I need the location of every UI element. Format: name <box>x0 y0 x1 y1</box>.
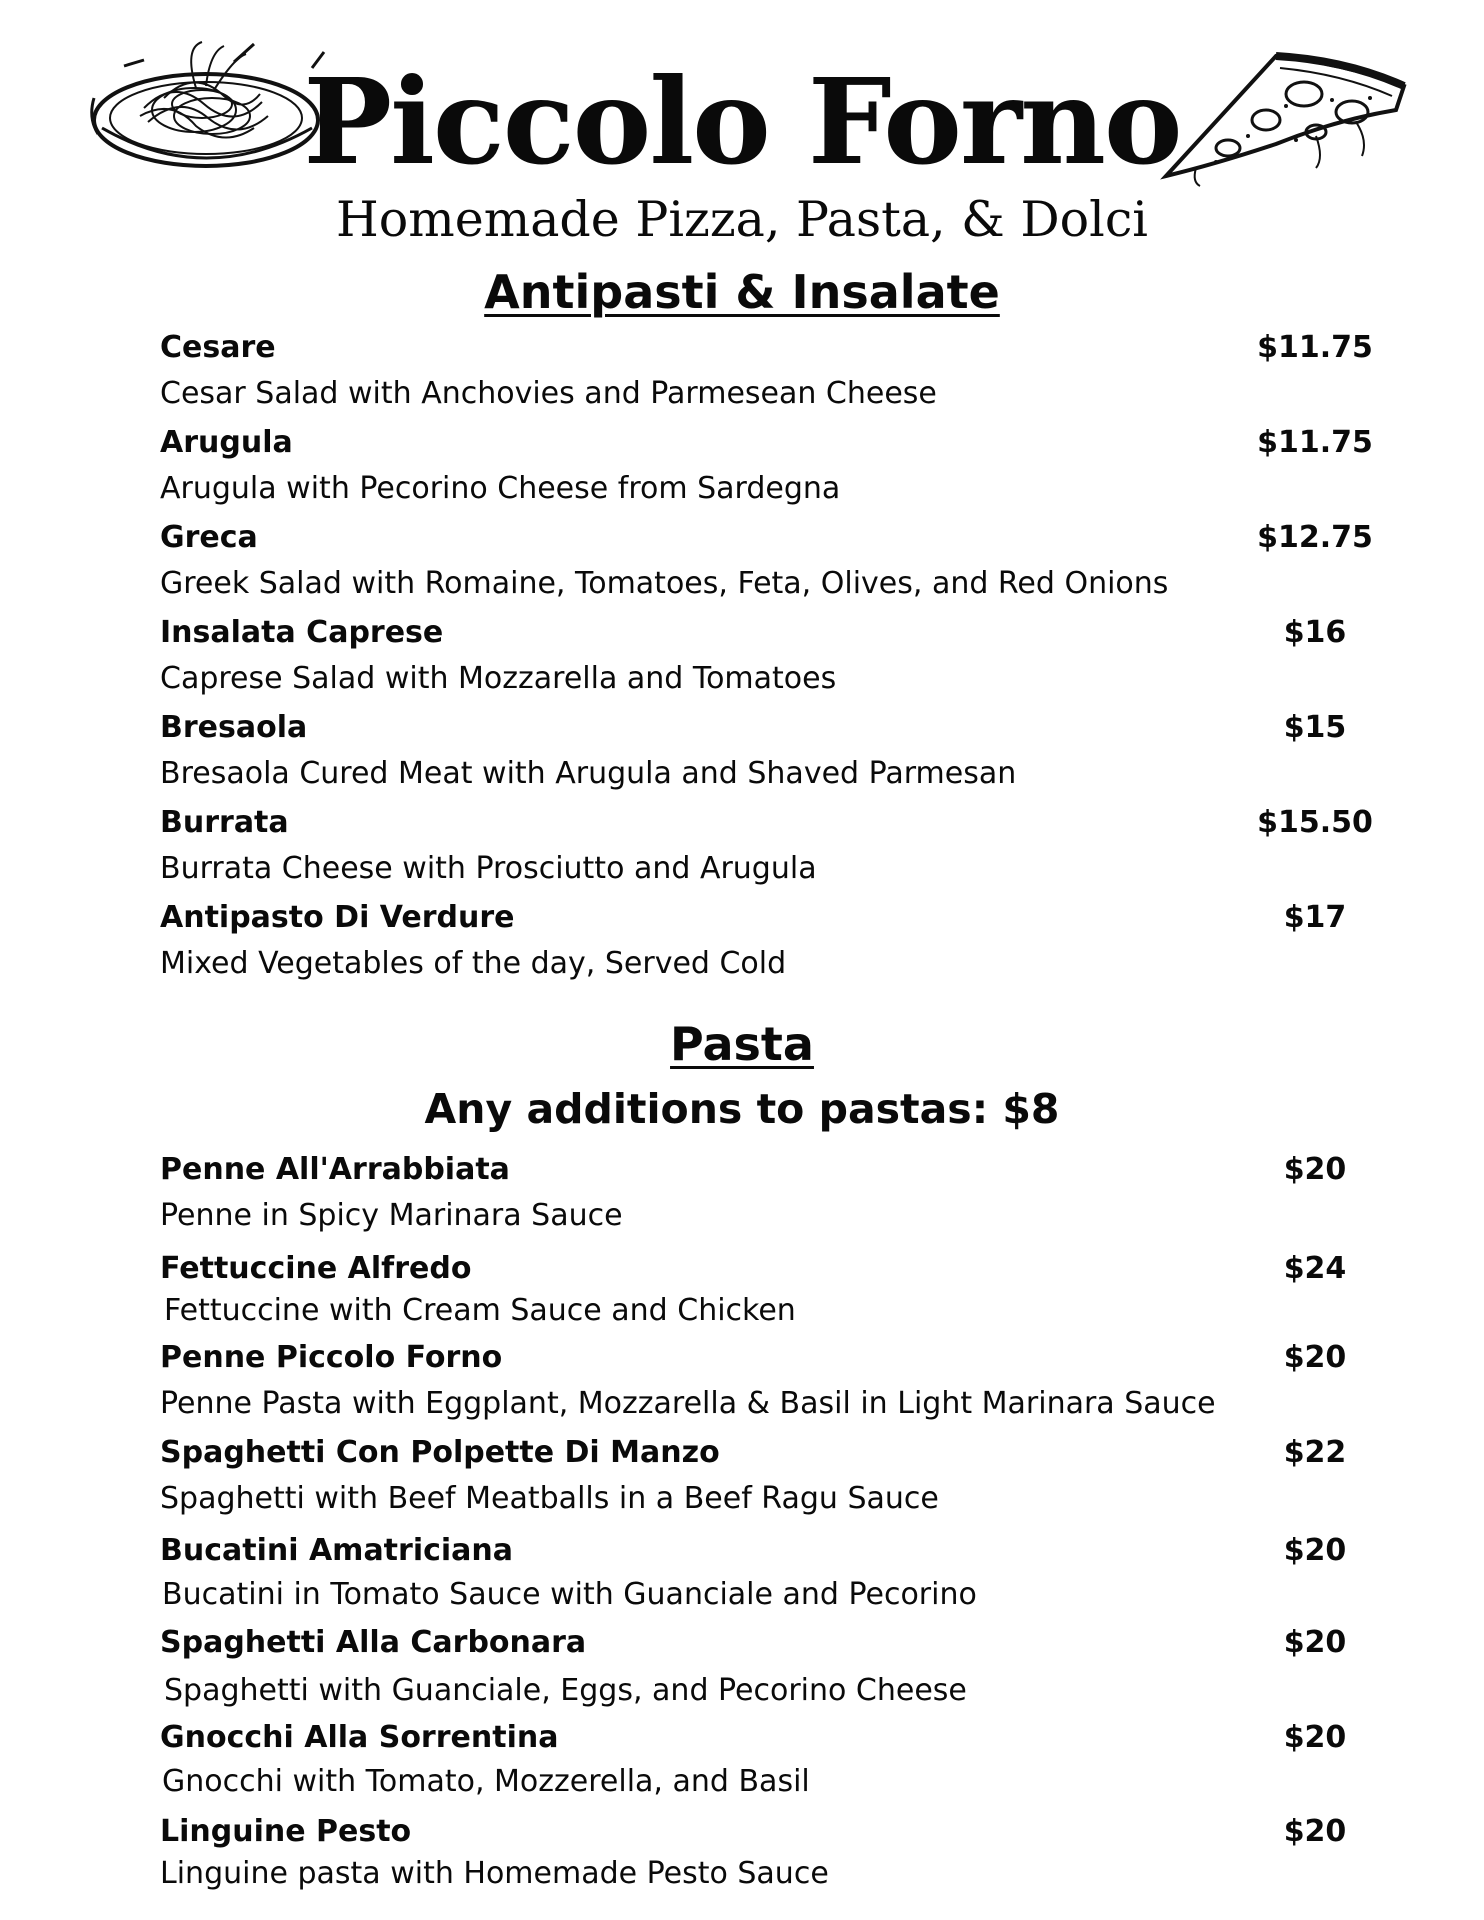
item-description: Spaghetti with Beef Meatballs in a Beef Ragu Sauce <box>160 1481 939 1516</box>
item-price: $15.50 <box>1257 805 1373 840</box>
item-price: $20 <box>1283 1720 1347 1755</box>
item-price: $20 <box>1283 1152 1347 1187</box>
item-description: Greek Salad with Romaine, Tomatoes, Feta, Olives, and Red Onions <box>160 566 1169 601</box>
item-price: $20 <box>1283 1533 1347 1568</box>
pasta-additions-note: Any additions to pastas: $8 <box>424 1085 1060 1133</box>
item-description: Bresaola Cured Meat with Arugula and Shaved Parmesan <box>160 756 1017 791</box>
item-name: Bresaola <box>160 710 308 745</box>
item-price: $17 <box>1283 900 1347 935</box>
item-name: Arugula <box>160 425 293 460</box>
item-name: Gnocchi Alla Sorrentina <box>160 1720 559 1755</box>
item-name: Linguine Pesto <box>160 1814 412 1849</box>
item-name: Penne Piccolo Forno <box>160 1340 503 1375</box>
antipasti-heading: Antipasti & Insalate <box>484 265 1000 319</box>
item-name: Cesare <box>160 330 276 365</box>
item-name: Burrata <box>160 805 289 840</box>
item-description: Fettuccine with Cream Sauce and Chicken <box>164 1293 796 1328</box>
item-description: Gnocchi with Tomato, Mozzerella, and Basil <box>162 1764 810 1799</box>
item-description: Burrata Cheese with Prosciutto and Arugula <box>160 851 817 886</box>
item-description: Linguine pasta with Homemade Pesto Sauce <box>160 1856 829 1891</box>
item-price: $22 <box>1283 1435 1347 1470</box>
item-name: Fettuccine Alfredo <box>160 1251 472 1286</box>
item-price: $11.75 <box>1257 425 1373 460</box>
item-price: $16 <box>1283 615 1347 650</box>
restaurant-title: Piccolo Forno <box>303 52 1181 191</box>
item-description: Penne in Spicy Marinara Sauce <box>160 1198 623 1233</box>
item-price: $15 <box>1283 710 1347 745</box>
item-name: Greca <box>160 520 258 555</box>
item-price: $24 <box>1283 1251 1347 1286</box>
item-name: Spaghetti Con Polpette Di Manzo <box>160 1435 720 1470</box>
item-price: $20 <box>1283 1340 1347 1375</box>
item-description: Spaghetti with Guanciale, Eggs, and Pecorino Cheese <box>164 1673 967 1708</box>
item-description: Penne Pasta with Eggplant, Mozzarella & Basil in Light Marinara Sauce <box>160 1386 1216 1421</box>
restaurant-subtitle: Homemade Pizza, Pasta, & Dolci <box>336 191 1148 248</box>
item-name: Bucatini Amatriciana <box>160 1533 514 1568</box>
item-description: Mixed Vegetables of the day, Served Cold <box>160 946 787 981</box>
item-price: $11.75 <box>1257 330 1373 365</box>
item-description: Arugula with Pecorino Cheese from Sardegna <box>160 471 841 506</box>
item-name: Antipasto Di Verdure <box>160 900 515 935</box>
item-description: Caprese Salad with Mozzarella and Tomatoes <box>160 661 837 696</box>
item-description: Cesar Salad with Anchovies and Parmesean Cheese <box>160 376 937 411</box>
pizza-slice-icon <box>1156 40 1416 190</box>
item-name: Penne All'Arrabbiata <box>160 1152 510 1187</box>
item-name: Spaghetti Alla Carbonara <box>160 1625 587 1660</box>
item-price: $20 <box>1283 1814 1347 1849</box>
pasta-heading: Pasta <box>670 1017 814 1071</box>
item-name: Insalata Caprese <box>160 615 444 650</box>
item-description: Bucatini in Tomato Sauce with Guanciale and Pecorino <box>162 1577 977 1612</box>
item-price: $12.75 <box>1257 520 1373 555</box>
item-price: $20 <box>1283 1625 1347 1660</box>
